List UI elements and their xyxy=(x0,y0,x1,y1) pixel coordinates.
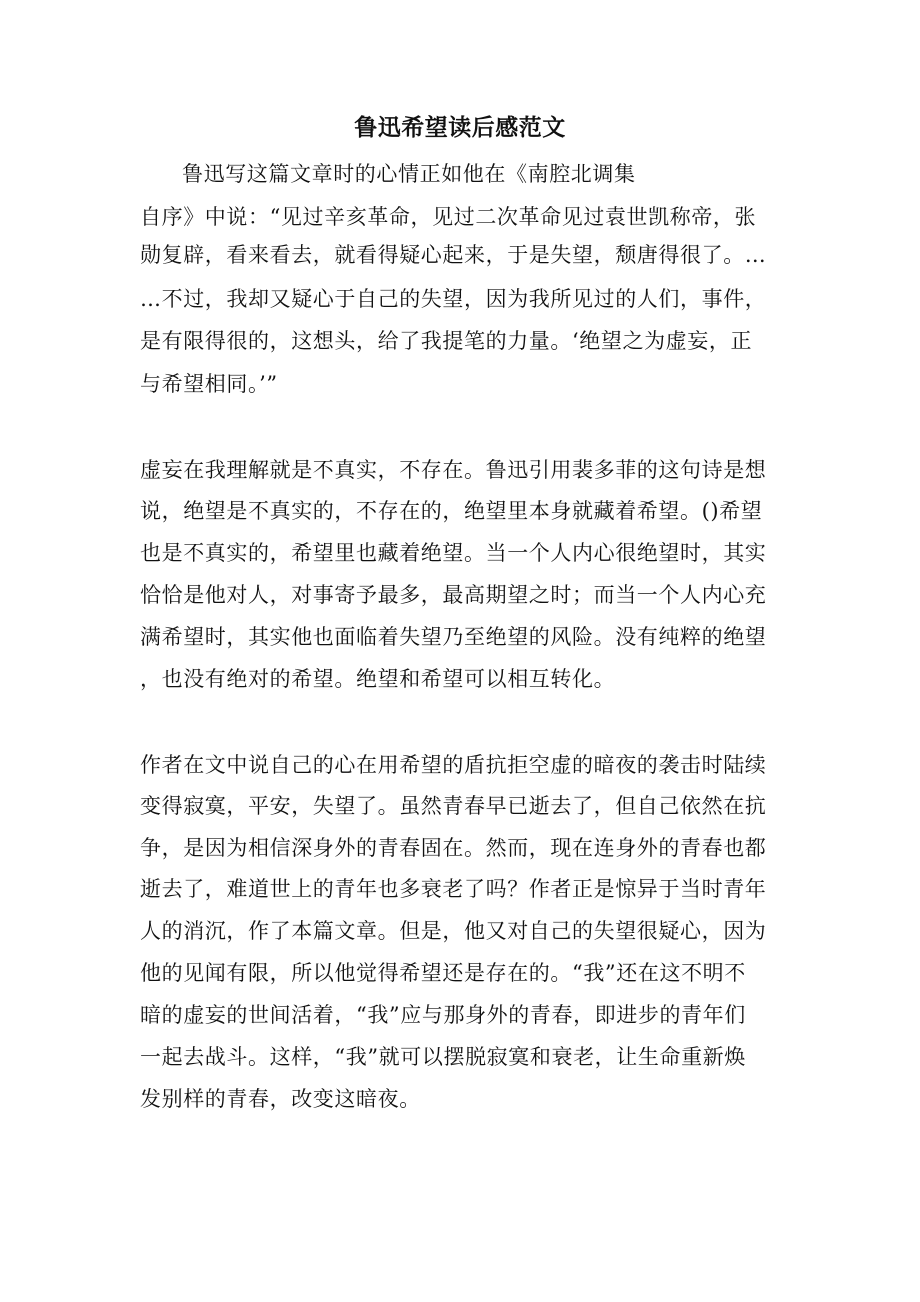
paragraph-3-line-5: 人的消沉，作了本篇文章。但是，他又对自己的失望很疑心，因为 xyxy=(140,919,767,943)
paragraph-3-line-9: 发别样的青春，改变这暗夜。 xyxy=(140,1087,421,1111)
document-title: 鲁迅希望读后感范文 xyxy=(354,114,566,141)
paragraph-2-line-5: 满希望时，其实他也面临着失望乃至绝望的风险。没有纯粹的绝望 xyxy=(140,625,767,649)
paragraph-2-line-1: 虚妄在我理解就是不真实，不存在。鲁迅引用裴多菲的这句诗是想 xyxy=(140,458,767,482)
paragraph-1-line-6: 与希望相同。’” xyxy=(140,372,278,396)
paragraph-1-line-3: 勋复辟，看来看去，就看得疑心起来，于是失望，颓唐得很了。… xyxy=(140,243,767,267)
paragraph-2-line-4: 恰恰是他对人，对事寄予最多，最高期望之时；而当一个人内心充 xyxy=(140,583,767,607)
paragraph-2-line-3: 也是不真实的，希望里也藏着绝望。当一个人内心很绝望时，其实 xyxy=(140,541,767,565)
paragraph-3-line-3: 争，是因为相信深身外的青春固在。然而，现在连身外的青春也都 xyxy=(140,836,767,860)
paragraph-3-line-6: 他的见闻有限，所以他觉得希望还是存在的。“我”还在这不明不 xyxy=(140,961,746,985)
paragraph-2-line-2: 说，绝望是不真实的，不存在的，绝望里本身就藏着希望。()希望 xyxy=(140,499,763,523)
paragraph-2-line-6: ，也没有绝对的希望。绝望和希望可以相互转化。 xyxy=(140,667,616,691)
paragraph-1-line-4: …不过，我却又疑心于自己的失望，因为我所见过的人们，事件， xyxy=(140,287,767,311)
paragraph-1-line-5: 是有限得很的，这想头，给了我提笔的力量。‘绝望之为虚妄，正 xyxy=(140,329,753,353)
paragraph-1-line-1: 鲁迅写这篇文章时的心情正如他在《南腔北调集 xyxy=(182,162,636,186)
paragraph-3-line-1: 作者在文中说自己的心在用希望的盾抗拒空虚的暗夜的袭击时陆续 xyxy=(140,753,767,777)
paragraph-3-line-8: 一起去战斗。这样，“我”就可以摆脱寂寞和衰老，让生命重新焕 xyxy=(140,1045,746,1069)
paragraph-3-line-4: 逝去了，难道世上的青年也多衰老了吗？作者正是惊异于当时青年 xyxy=(140,877,767,901)
paragraph-1-line-2: 自序》中说：“见过辛亥革命，见过二次革命见过袁世凯称帝，张 xyxy=(140,205,757,229)
paragraph-3-line-2: 变得寂寞，平安，失望了。虽然青春早已逝去了，但自己依然在抗 xyxy=(140,794,767,818)
paragraph-3-line-7: 暗的虚妄的世间活着，“我”应与那身外的青春，即进步的青年们 xyxy=(140,1003,746,1027)
